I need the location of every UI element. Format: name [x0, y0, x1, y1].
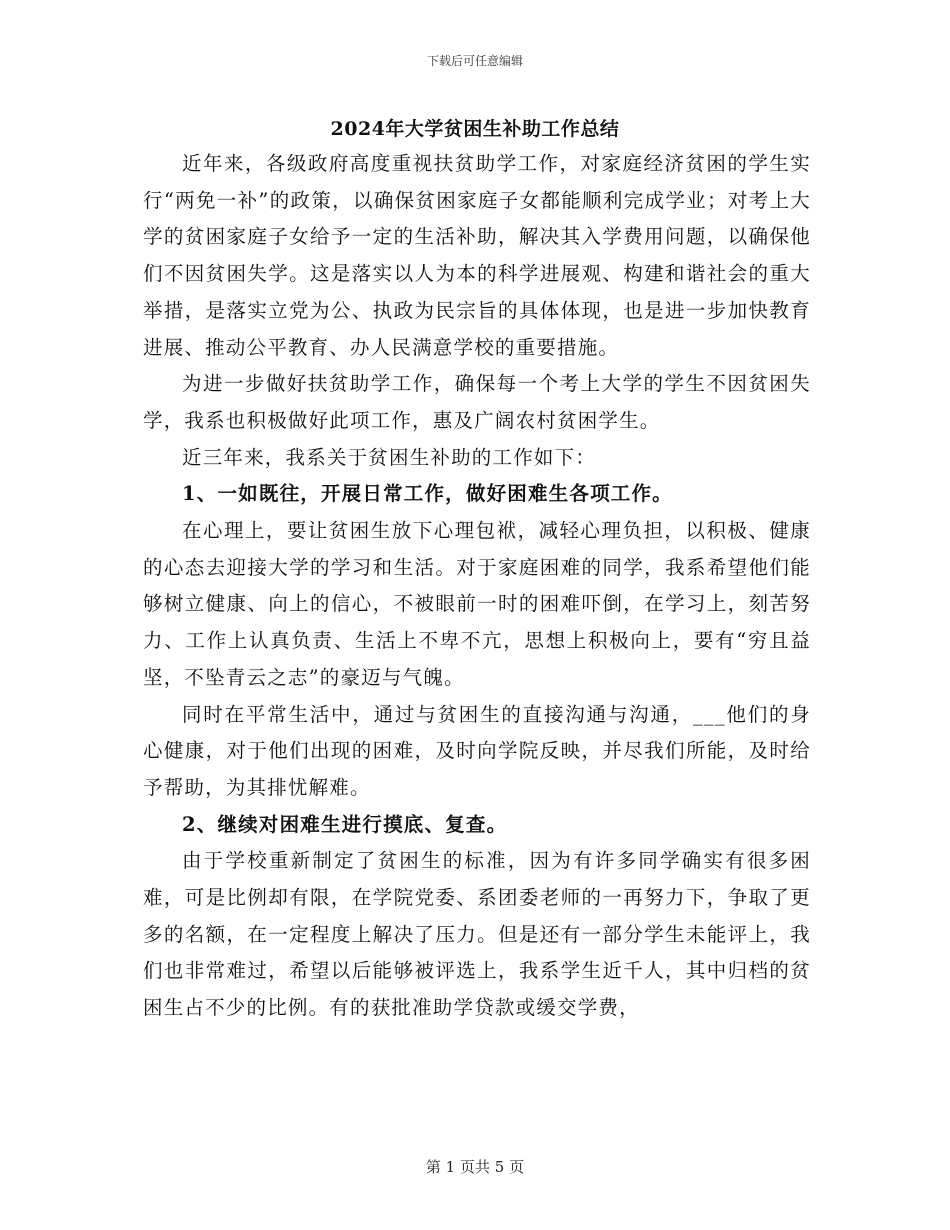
page-number: 第 1 页共 5 页 — [425, 1158, 525, 1176]
paragraph-review: 由于学校重新制定了贫困生的标准，因为有许多同学确实有很多困难，可是比例却有限，在学院党委、系团委老师的一再努力下，争取了更多的名额，在一定程度上解决了压力。但是还有一部分学生未能评上，我们也非常难过，希望以后能够被评选上，我系学生近千人，其中归档的贫困生占不少的比例。有的获批准助学贷款或缓交学费， — [143, 849, 811, 1020]
paragraph-communication: 同时在平常生活中，通过与贫困生的直接沟通与沟通，___他们的身心健康，对于他们出现的困难，及时向学院反映，并尽我们所能，及时给予帮助，为其排忧解难。 — [143, 702, 811, 799]
paragraph-psychology: 在心理上，要让贫困生放下心理包袱，减轻心理负担，以积极、健康的心态去迎接大学的学习和生活。对于家庭困难的同学，我系希望他们能够树立健康、向上的信心，不被眼前一时的困难吓倒，在学习上，刻苦努力、工作上认真负责、生活上不卑不亢，思想上积极向上，要有“穷且益坚，不坠青云之志”的豪迈与气魄。 — [143, 519, 811, 689]
section-heading-2: 2、继续对困难生进行摸底、复查。 — [182, 812, 508, 836]
section-heading-1: 1、一如既往，开展日常工作，做好困难生各项工作。 — [182, 482, 673, 506]
document-title: 2024年大学贫困生补助工作总结 — [330, 118, 620, 140]
paragraph-overview: 近三年来，我系关于贫困生补助的工作如下： — [182, 445, 597, 469]
document-body — [143, 146, 811, 1027]
paragraph-intro: 近年来，各级政府高度重视扶贫助学工作，对家庭经济贫困的学生实行“两免一补”的政策，以确保贫困家庭子女都能顺利完成学业；对考上大学的贫困家庭子女给予一定的生活补助，解决其入学费用问题，以确保他们不因贫困失学。这是落实以人为本的科学进展观、构建和谐社会的重大举措，是落实立党为公、执政为民宗旨的具体体现，也是进一步加快教育进展、推动公平教育、办人民满意学校的重要措施。 — [143, 152, 811, 359]
page-header-note: 下载后可任意编辑 — [426, 54, 523, 68]
paragraph-commitment: 为进一步做好扶贫助学工作，确保每一个考上大学的学生不因贫困失学，我系也积极做好此项工作，惠及广阔农村贫困学生。 — [143, 372, 811, 432]
